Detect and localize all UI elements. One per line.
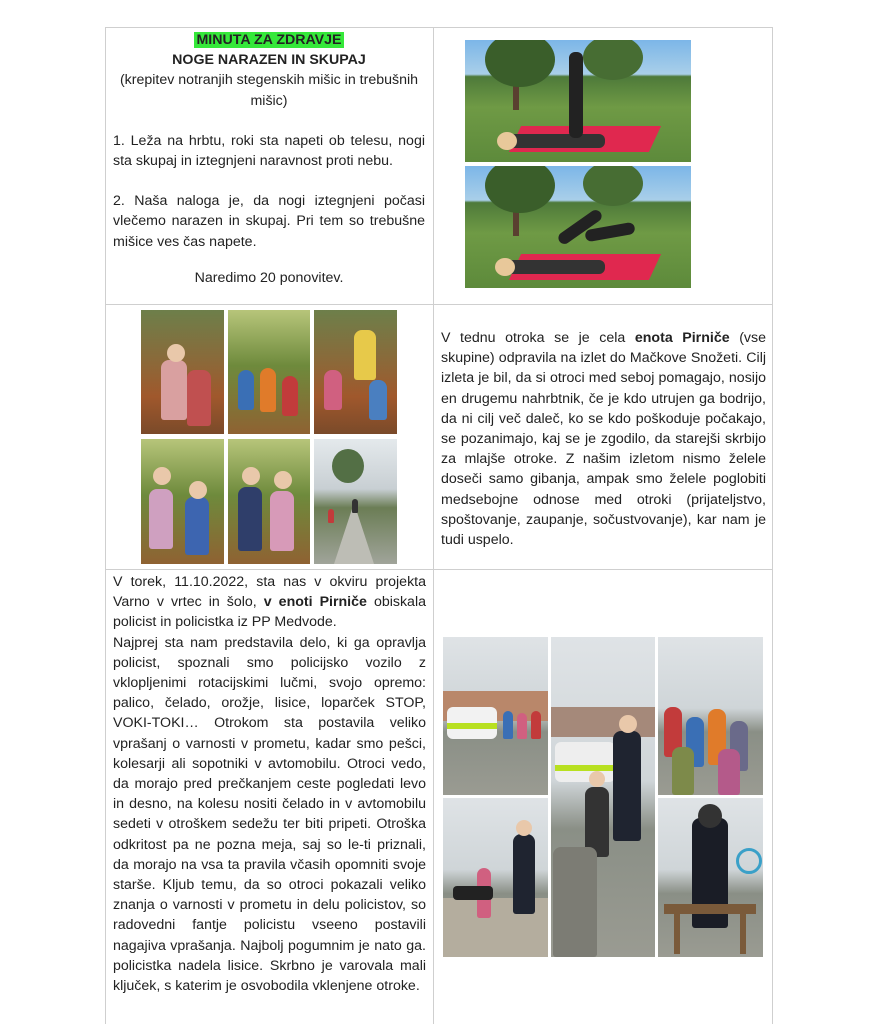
police-body: Najprej sta nam predstavila delo, ki ga opravlja policist, spoznali smo policijsko vozilo z vklopljenimi rotacijskimi lučmi, svojo opremo: palico, čelado, orožje, lisice, loparček STOP, VOKI-TOKI… Otrokom sta postavila veliko vprašanj o varnosti v prometu, kadar smo pešci, kolesarji ali sopotniki v avtomobilu. Otroci vedo, da morajo pred prečkanjem ceste pogledati levo in desno, na kolesu nositi čelado in v avtomobilu sedeti v otroškem sedežu ter biti pripeti. Otroška odkritost pa ne pozna meja, saj so le-ti priznali, da morajo na vsa ta pravila včasih opomniti svoje starše. Kljub temu, da so otroci pokazali veliko znanja o varnosti v prometu in delu policistov, so radovedni fantje policistu vseeno postavili nagajiva vprašanja. Najbolj pogumnim je nato ga. policistka nadela lisice. Skrbno je varovala mali ključek, s katerim je osvobodila vklenjene otroke. [113, 634, 426, 995]
exercise-step-2: 2. Naša naloga je, da nogi iztegnjeni počasi vlečemo narazen in skupaj. Pri tem so trebušne mišice ves čas napete. [113, 193, 425, 250]
trip-text [441, 328, 766, 550]
police-photo-officer [551, 637, 655, 957]
trip-body: (vse skupine) odpravila na izlet do Mačkove Snožeti. Cilj izleta je bil, da si otroci med seboj pomagajo, nosijo en drugemu nahrbtnik, če je kdo utrujen ga bodrijo, da ni cilj več daleč, ko se kdo poškoduje počakajo, se pozanimajo, kaj se je zgodilo, da starejši skrbijo za mlajše otroke. Z našim izletom nismo želele doseči samo gibanja, ampak smo želele poglobiti medsebojne odnose med otroki (prijateljstvo, spoštovanje, zaupanje, sočustvovanje), kar nam je tudi uspelo. [441, 330, 766, 549]
highlight-title: MINUTA ZA ZDRAVJE [196, 32, 342, 48]
column-divider [433, 27, 434, 1024]
exercise-subtitle: NOGE NARAZEN IN SKUPAJ [172, 52, 366, 69]
trip-photo-6 [314, 439, 397, 564]
trip-photo-5 [228, 439, 310, 564]
police-unit: v enoti Pirniče [263, 594, 367, 611]
police-photo-equipment [443, 798, 548, 957]
police-intro-end: obiskala policist in policistka iz PP Medvode. [113, 594, 426, 631]
police-visit-text [113, 572, 426, 996]
exercise-step-1: 1. Leža na hrbtu, roki sta napeti ob telesu, nogi sta skupaj in iztegnjeni naravnost proti nebu. [113, 132, 425, 170]
police-photo-children-group [658, 637, 763, 795]
trip-photo-2 [228, 310, 310, 434]
trip-unit: enota Pirniče [634, 330, 730, 346]
exercise-description: (krepitev notranjih stegenskih mišic in trebušnih mišic) [119, 72, 419, 109]
trip-intro: V tednu otroka se je cela [441, 330, 626, 346]
police-photo-car [443, 637, 548, 795]
exercise-photo-legs-apart [465, 166, 691, 288]
police-intro: V torek, 11.10.2022, sta nas v okviru projekta Varno v vrtec in šolo, [113, 574, 426, 611]
row-divider-2 [105, 569, 773, 570]
trip-photo-1 [141, 310, 224, 434]
row-divider-1 [105, 304, 773, 305]
exercise-cell [113, 30, 425, 288]
exercise-repetitions: Naredimo 20 ponovitev. [194, 269, 344, 286]
police-photo-helmet [658, 798, 763, 957]
exercise-photo-legs-together [465, 40, 691, 162]
trip-photo-3 [314, 310, 397, 434]
trip-photo-4 [141, 439, 224, 564]
